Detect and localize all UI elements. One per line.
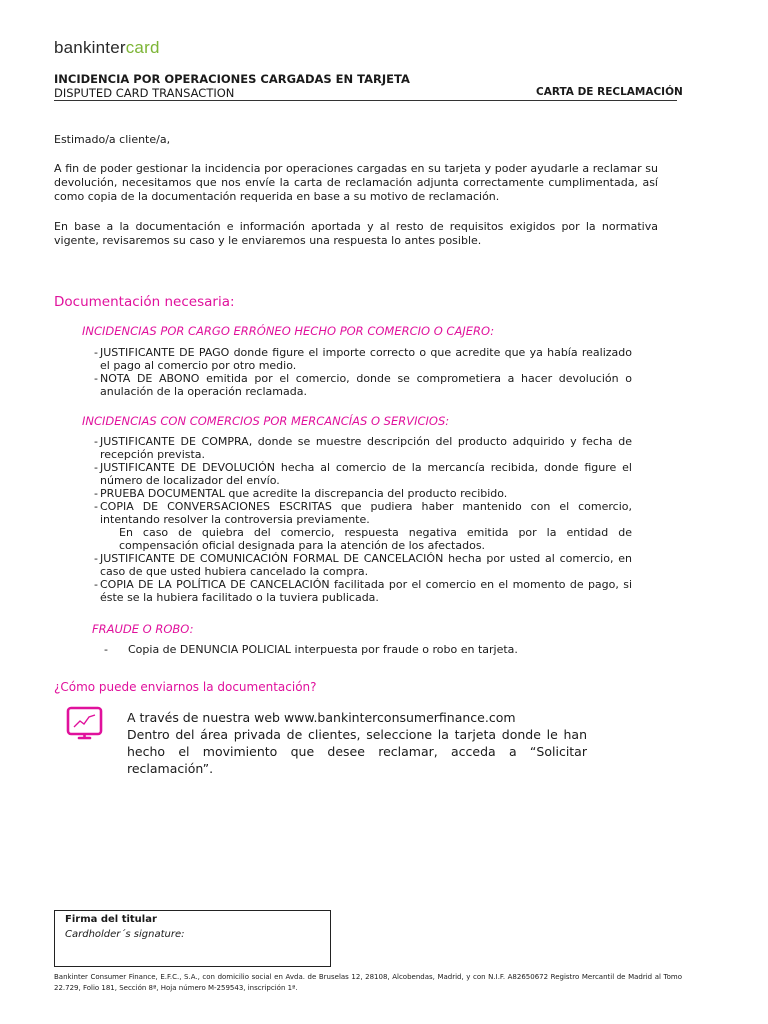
section-merchandise-title: INCIDENCIAS CON COMERCIOS POR MERCANCÍAS O SERVICIOS:	[82, 414, 450, 428]
website-line: A través de nuestra web www.bankinterconsumerfinance.com	[127, 710, 516, 725]
document-title: INCIDENCIA POR OPERACIONES CARGADAS EN TARJETA	[54, 72, 410, 86]
how-to-send-text	[127, 709, 587, 777]
greeting: Estimado/a cliente/a,	[54, 133, 171, 146]
brand-logo	[54, 38, 160, 58]
signature-title: Firma del titular	[65, 914, 157, 925]
legal-footer: Bankinter Consumer Finance, E.F.C., S.A., con domicilio social en Avda. de Bruselas 12, 28108, Alcobendas, Madrid, y con N.I.F. A82650672 Registro Mercantil de Madrid al Tomo 22.729, Folio 181, Sección 8ª, Hoja número M-259543, inscripción 1ª.	[54, 973, 682, 992]
header-divider	[54, 100, 677, 101]
list-item: - JUSTIFICANTE DE PAGO donde figure el importe correcto o que acredite que ya había realizado el pago al comercio por otro medio.	[94, 346, 632, 372]
section-wrong-charge-list	[94, 346, 632, 398]
intro-paragraph-2: En base a la documentación e información aportada y al resto de requisitos exigidos por la normativa vigente, revisaremos su caso y le enviaremos una respuesta lo antes posible.	[54, 220, 658, 247]
monitor-chart-icon	[66, 705, 104, 743]
list-item: - NOTA DE ABONO emitida por el comercio, donde se comprometiera a hacer devolución o anulación de la operación reclamada.	[94, 372, 632, 398]
list-item: - JUSTIFICANTE DE DEVOLUCIÓN hecha al comercio de la mercancía recibida, donde figure el número de localizador del envío.	[94, 461, 632, 487]
section-wrong-charge-title: INCIDENCIAS POR CARGO ERRÓNEO HECHO POR COMERCIO O CAJERO:	[82, 324, 495, 338]
list-item: - JUSTIFICANTE DE COMPRA, donde se muestre descripción del producto adquirido y fecha de recepción prevista.	[94, 435, 632, 461]
list-item: - COPIA DE CONVERSACIONES ESCRITAS que pudiera haber mantenido con el comercio, intentando resolver la controversia previamente. En caso de quiebra del comercio, respuesta negativa emitida por la entidad de compensación oficial designada para la atención de los afectados.	[94, 500, 632, 552]
instructions-line: Dentro del área privada de clientes, seleccione la tarjeta donde le han hecho el movimiento que desee reclamar, acceda a “Solicitar reclamación”.	[127, 727, 587, 776]
how-to-send-heading: ¿Cómo puede enviarnos la documentación?	[54, 680, 317, 694]
logo-text-bankinter: bankinter	[54, 38, 126, 57]
section-fraud-title: FRAUDE O ROBO:	[92, 622, 194, 636]
list-item: - COPIA DE LA POLÍTICA DE CANCELACIÓN facilitada por el comercio en el momento de pago, si éste se la hubiera facilitado o la tuviera publicada.	[94, 578, 632, 604]
list-item: - JUSTIFICANTE DE COMUNICACIÓN FORMAL DE CANCELACIÓN hecha por usted al comercio, en caso de que usted hubiera cancelado la compra.	[94, 552, 632, 578]
documentation-heading: Documentación necesaria:	[54, 294, 235, 310]
intro-paragraph-1: A fin de poder gestionar la incidencia por operaciones cargadas en su tarjeta y poder ayudarle a reclamar su devolución, necesitamos que nos envíe la carta de reclamación adjunta correctamente cumplimentada, así como copia de la documentación requerida en base a su motivo de reclamación.	[54, 162, 658, 203]
section-merchandise-list	[94, 435, 632, 604]
document-type: CARTA DE RECLAMACIÓN	[536, 86, 683, 98]
list-item: - PRUEBA DOCUMENTAL que acredite la discrepancia del producto recibido.	[94, 487, 508, 500]
document-subtitle: DISPUTED CARD TRANSACTION	[54, 86, 235, 100]
logo-text-card: card	[125, 38, 160, 57]
list-item: - Copia de DENUNCIA POLICIAL interpuesta por fraude o robo en tarjeta.	[104, 643, 518, 656]
signature-subtitle: Cardholder´s signature:	[65, 929, 185, 940]
